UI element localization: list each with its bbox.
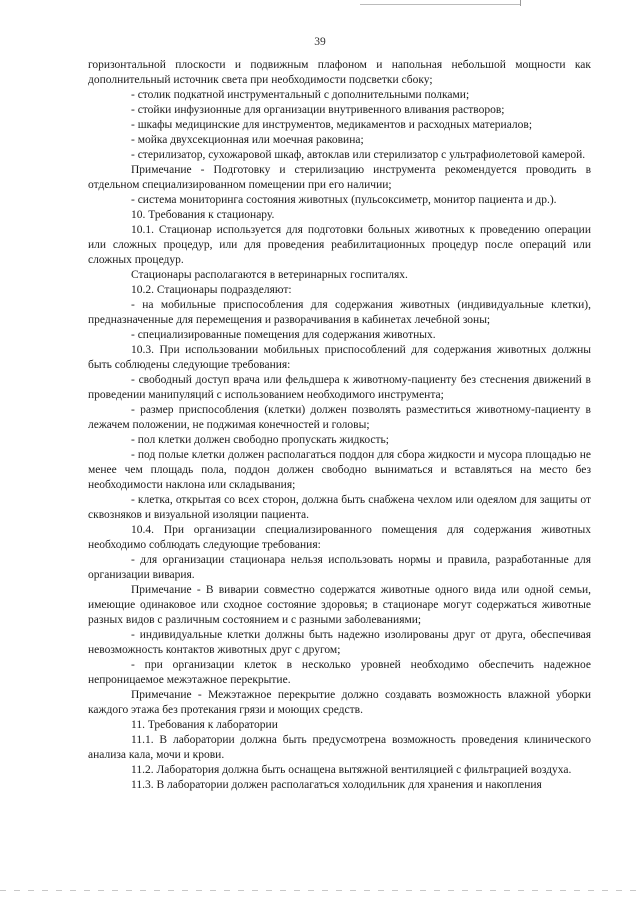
clause-paragraph: 11.1. В лаборатории должна быть предусмотрена возможность проведения клинического анализа кала, мочи и крови. [88,734,591,761]
scan-bottom-rule [0,890,640,891]
section-heading: 11. Требования к лаборатории [131,719,278,731]
clause-paragraph: 10.3. При использовании мобильных приспособлений для содержания животных должны быть соблюдены следующие требования: [88,344,591,371]
list-item: - индивидуальные клетки должны быть надежно изолированы друг от друга, обеспечивая невозможность контактов животных друг с другом; [88,629,591,656]
clause-paragraph: 11.3. В лаборатории должен располагаться холодильник для хранения и накопления [131,779,542,791]
clause-paragraph: 10.4. При организации специализированного помещения для содержания животных необходимо соблюдать следующие требования: [88,524,591,551]
list-item: - при организации клеток в несколько уровней необходимо обеспечить надежное непроницаемое межэтажное перекрытие. [88,659,591,686]
list-item: - столик подкатной инструментальный с дополнительными полками; [131,89,470,101]
list-item: - стерилизатор, сухожаровой шкаф, автоклав или стерилизатор с ультрафиолетовой камерой. [131,149,586,161]
scan-top-tick [520,0,521,6]
note-paragraph: Примечание - Подготовку и стерилизацию инструмента рекомендуется проводить в отдельном специализированном помещении при его наличии; [88,164,591,191]
document-body [88,58,591,793]
list-item: - под полые клетки должен располагаться поддон для сбора жидкости и мусора площадью не менее чем площадь пола, поддон должен свободно выниматься и вставляться на место без необходимости наклона или складывания; [88,449,591,491]
clause-paragraph: 10.1. Стационар используется для подготовки больных животных к проведению операции или сложных процедур, или для проведения реабилитационных процедур после операций или сложных процедур. [88,224,591,266]
list-item: - пол клетки должен свободно пропускать жидкость; [131,434,389,446]
clause-paragraph: 10.2. Стационары подразделяют: [131,284,292,296]
list-item: - мойка двухсекционная или моечная раковина; [131,134,364,146]
scan-top-rule [360,4,520,5]
list-item: - клетка, открытая со всех сторон, должна быть снабжена чехлом или одеялом для защиты от сквозняков и визуальной изоляции пациента. [88,494,591,521]
note-paragraph: Примечание - Межэтажное перекрытие должно создавать возможность влажной уборки каждого этажа без протекания грязи и моющих средств. [88,689,591,716]
list-item: - стойки инфузионные для организации внутривенного вливания растворов; [131,104,505,116]
list-item: - на мобильные приспособления для содержания животных (индивидуальные клетки), предназначенные для перемещения и разворачивания в кабинетах лечебной зоны; [88,299,591,326]
paragraph: горизонтальной плоскости и подвижным плафоном и напольная небольшой мощности как дополнительный источник света при необходимости подсветки сбоку; [88,59,591,86]
clause-paragraph: 11.2. Лаборатория должна быть оснащена вытяжной вентиляцией с фильтрацией воздуха. [131,764,572,776]
page-number: 39 [314,36,326,48]
paragraph: Стационары располагаются в ветеринарных госпиталях. [131,269,408,281]
list-item: - специализированные помещения для содержания животных. [131,329,436,341]
note-paragraph: Примечание - В виварии совместно содержатся животные одного вида или одной семьи, имеющие одинаковое или сходное состояние здоровья; в стационаре могут содержаться животные разных видов с различным состоянием и с разными заболеваниями; [88,584,591,626]
list-item: - размер приспособления (клетки) должен позволять разместиться животному-пациенту в лежачем положении, не поджимая конечностей и головы; [88,404,591,431]
list-item: - шкафы медицинские для инструментов, медикаментов и расходных материалов; [131,119,533,131]
list-item: - система мониторинга состояния животных (пульсоксиметр, монитор пациента и др.). [131,194,557,206]
list-item: - свободный доступ врача или фельдшера к животному-пациенту без стеснения движений в проведении манипуляций с использованием необходимого инструмента; [88,374,591,401]
section-heading: 10. Требования к стационару. [131,209,275,221]
list-item: - для организации стационара нельзя использовать нормы и правила, разработанные для организации вивария. [88,554,591,581]
